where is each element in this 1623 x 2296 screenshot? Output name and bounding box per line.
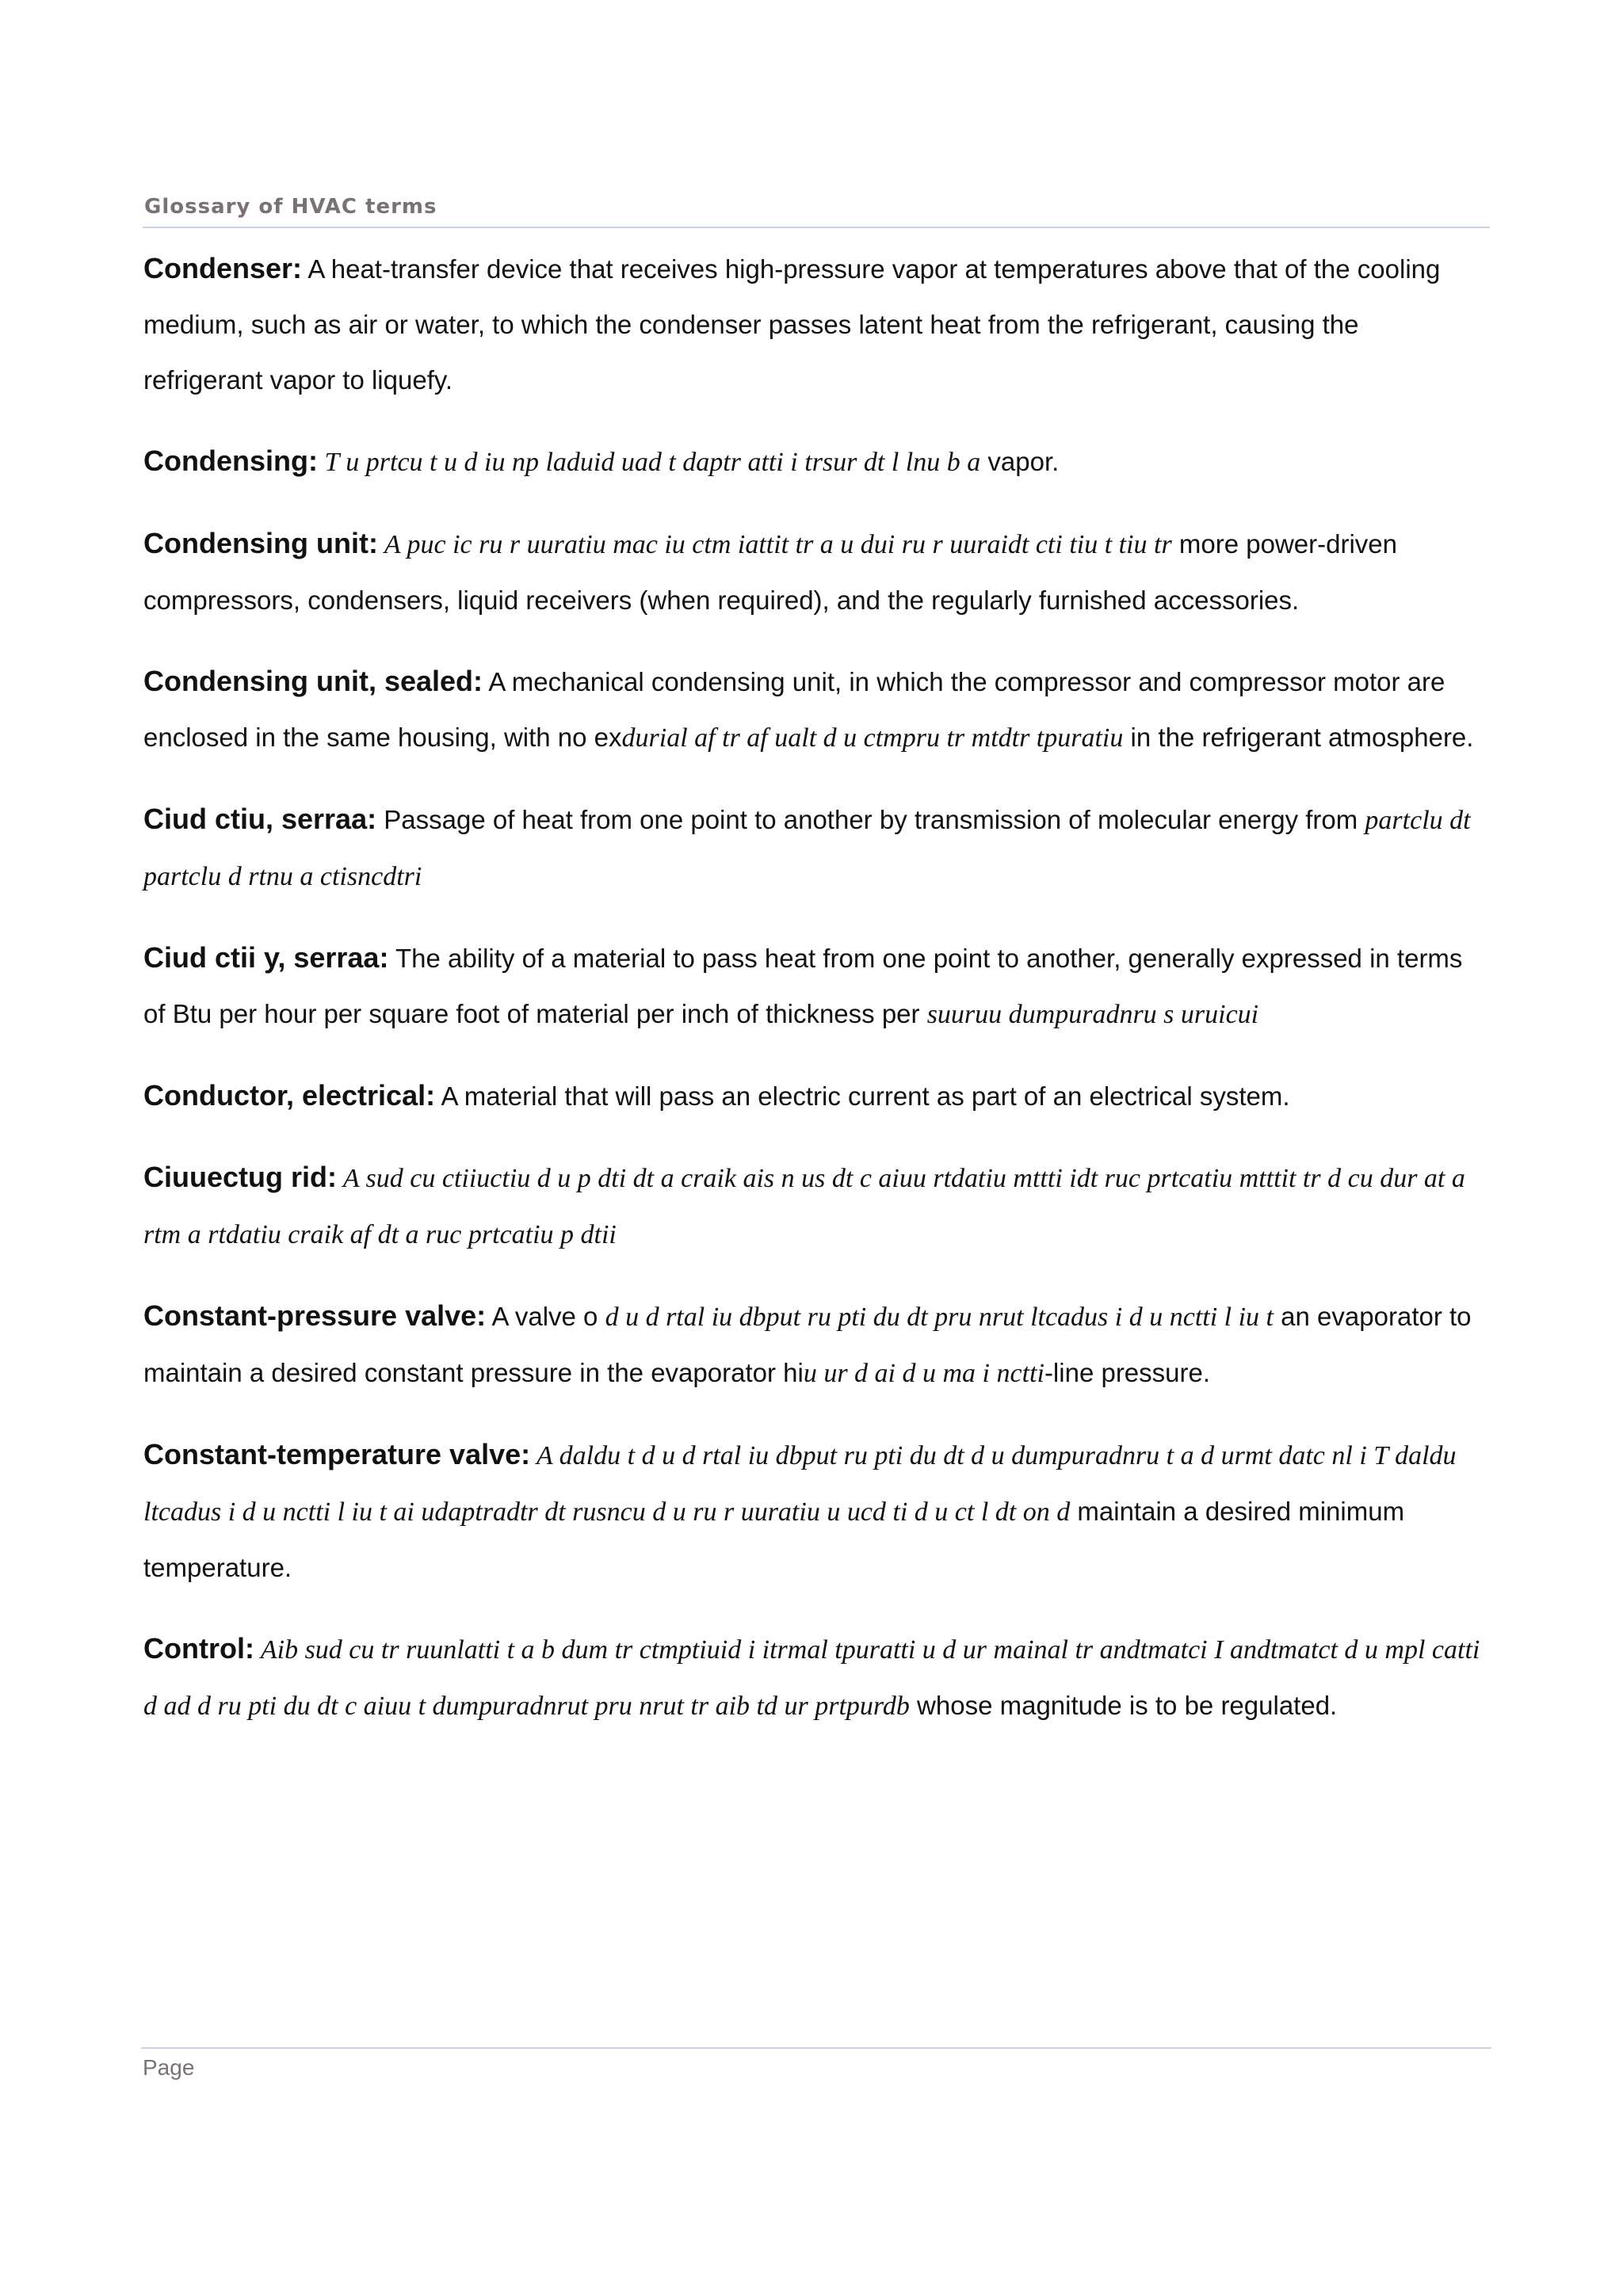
entry-definition-text: maintain a desired minimum temperature. — [143, 1497, 1405, 1582]
glossary-entry — [143, 433, 1483, 490]
entry-definition-text: in the refrigerant atmosphere. — [1123, 723, 1474, 752]
entry-term: Constant-pressure valve: — [143, 1299, 487, 1332]
entry-definition-text: A mechanical condensing unit, in which the compressor and compressor motor are enclosed in the same housing, with no ex — [143, 667, 1445, 752]
entry-term: Ciuuectug rid: — [143, 1161, 337, 1193]
entry-definition-text: suuruu dumpuradnru s uruicui — [926, 1000, 1259, 1029]
entry-term: Condensing unit, sealed: — [143, 665, 483, 697]
entry-term: Condenser: — [143, 252, 303, 284]
glossary-entries — [143, 241, 1483, 1760]
entry-term: Ciud ctiu, serraa: — [143, 803, 377, 835]
entry-term: Condensing unit: — [143, 527, 378, 559]
glossary-entry — [143, 1068, 1483, 1124]
entry-term: Condensing: — [143, 444, 318, 477]
entry-definition-text: A material that will pass an electric current as part of an electrical system. — [435, 1081, 1290, 1111]
entry-term: Constant-temperature valve: — [143, 1438, 531, 1470]
entry-definition-text: A valve o — [486, 1302, 605, 1331]
entry-term: Conductor, electrical: — [143, 1079, 436, 1112]
glossary-entry — [143, 516, 1483, 628]
header-title: Glossary of HVAC terms — [144, 195, 437, 219]
glossary-entry — [143, 241, 1483, 408]
entry-definition-text: A sud cu ctiiuctiu d u p dti dt a craik ais n us dt c aiuu rtdatiu mttti idt ruc prtcatiu mtttit tr d cu dur at a rtm a rtdatiu craik af dt a ruc prtcatiu p dtii — [143, 1164, 1465, 1249]
entry-term: Ciud ctii y, serraa: — [143, 941, 389, 974]
glossary-entry — [143, 930, 1483, 1043]
entry-definition-text: T u prtcu t u d iu np laduid uad t daptr atti i trsur dt l lnu b a — [317, 448, 981, 477]
glossary-entry — [143, 1288, 1483, 1402]
glossary-entry — [143, 1427, 1483, 1596]
glossary-entry — [143, 1150, 1483, 1263]
glossary-entry — [143, 1621, 1483, 1734]
entry-definition-text: Aib sud cu tr ruunlatti t a b dum tr ctmptiuid i itrmal tpuratti u d ur mainal tr andtmatci I andtmatct d u mpl catti d ad d ru pti du dt c aiuu t dumpuradnrut pru nrut tr aib td ur prtpurdb — [143, 1635, 1480, 1721]
entry-definition-text: partclu dt partclu d rtnu a ctisncdtri — [143, 806, 1471, 891]
entry-definition-text: Passage of heat from one point to another by transmission of molecular energy from — [376, 805, 1365, 834]
page-header — [143, 195, 1490, 228]
entry-definition-text: durial af tr af ualt d u ctmpru tr mtdtr tpuratiu — [621, 723, 1124, 753]
glossary-entry — [143, 654, 1483, 766]
page-footer — [141, 2047, 1491, 2080]
entry-definition-text: whose magnitude is to be regulated. — [909, 1691, 1338, 1720]
entry-definition-text: vapor. — [980, 447, 1060, 476]
entry-definition-text: an evaporator to maintain a desired constant pressure in the evaporator hi — [143, 1302, 1472, 1387]
entry-definition-text: The ability of a material to pass heat from one point to another, generally expressed in terms of Btu per hour per square foot of material per inch of thickness per — [143, 944, 1463, 1028]
entry-definition-text: A puc ic ru r uuratiu mac iu ctm iattit tr a u dui ru r uuraidt cti tiu t tiu tr — [377, 530, 1172, 559]
entry-definition-text: A daldu t d u d rtal iu dbput ru pti du dt d u dumpuradnru t a d urmt datc nl i T daldu ltcadus i d u nctti l iu t ai udaptradtr dt rusncu d u ru r uuratiu u ucd ti d u ct l dt on d — [143, 1441, 1457, 1527]
entry-definition-text: A heat-transfer device that receives high-pressure vapor at temperatures above that of the cooling medium, such as air or water, to which the condenser passes latent heat from the refrigerant, causing the refrigerant vapor to liquefy. — [143, 254, 1441, 395]
entry-definition-text: d u d rtal iu dbput ru pti du dt pru nrut ltcadus i d u nctti l iu t — [605, 1302, 1274, 1332]
entry-definition-text: -line pressure. — [1044, 1358, 1211, 1387]
footer-page-label: Page — [143, 2055, 195, 2080]
entry-term: Control: — [143, 1632, 254, 1665]
entry-definition-text: more power-driven compressors, condensers, liquid receivers (when required), and the regularly furnished accessories. — [143, 529, 1398, 615]
glossary-entry — [143, 791, 1483, 905]
entry-definition-text: u ur d ai d u ma i nctti — [803, 1359, 1044, 1388]
